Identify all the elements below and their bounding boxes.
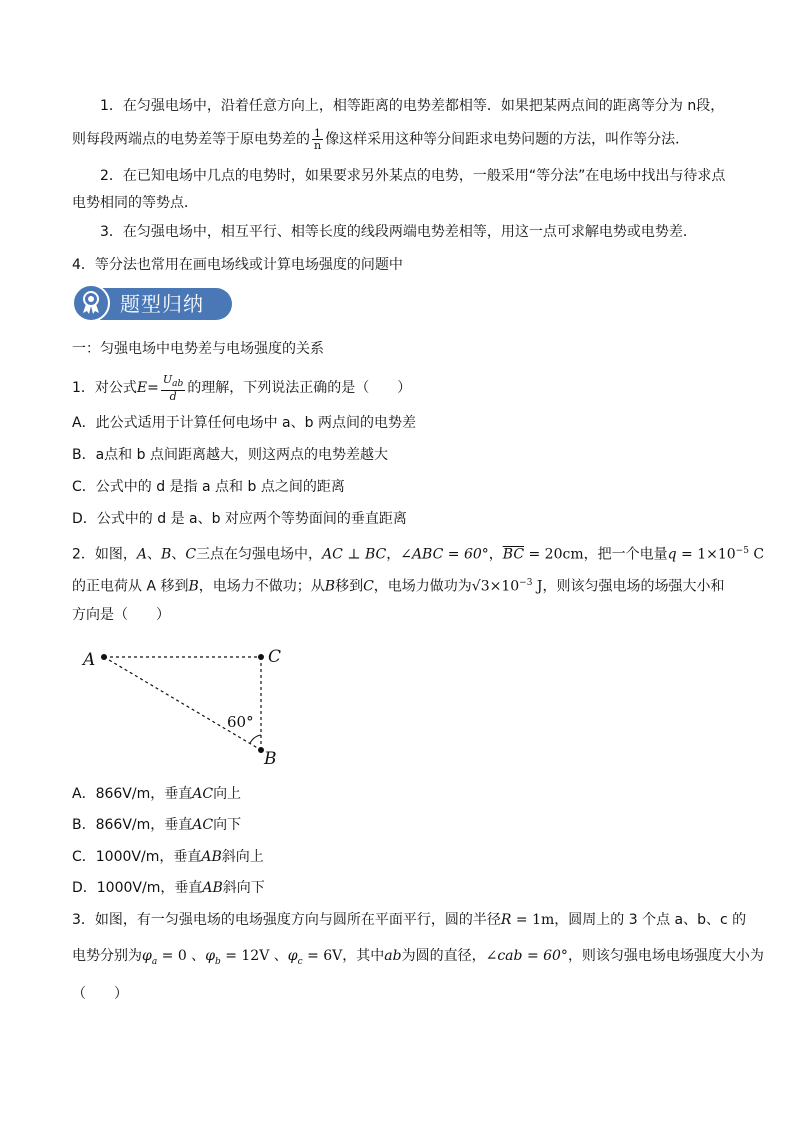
option-segment: AB [201,849,222,865]
label-angle: 60° [227,713,254,731]
note-2-line-1: 2．在已知电场中几点的电势时，如果要求另外某点的电势，一般采用“等分法”在电场中找出与待求点 [100,168,726,184]
q3-phi-b-value: = 12V [220,948,270,964]
q1-option-a: A．此公式适用于计算任何电场中 a、b 两点间的电势差 [72,415,416,431]
banner-title: 题型归纳 [120,292,204,316]
q1-formula-numerator [161,374,185,391]
q1-formula-u: U [162,373,173,386]
q3-line-3: （ ） [72,986,128,1002]
q1-formula-lhs: E [136,380,148,397]
fraction-one-over-n [312,128,323,151]
q2-work-exponent: −3 [519,578,533,588]
q3-angle: ∠cab = 60° [485,948,568,964]
q3-text: 电势分别为 [72,948,142,964]
option-text: 向下 [213,817,242,833]
option-text: C．1000V/m，垂直 [72,849,202,865]
q3-text: ，其中 [342,948,385,964]
q2-line-3: 方向是（ ） [72,607,170,623]
q2-option-d [72,878,724,898]
award-ribbon-icon [72,284,110,322]
option-segment: AC [192,817,214,833]
option-segment: AB [202,880,223,896]
note-2-line-2: 电势相同的等势点． [72,195,198,211]
point-a-dot [101,654,107,660]
q3-radius-symbol: R [500,912,512,928]
q2-q-exponent: −5 [735,546,749,556]
q3-line-1 [72,910,747,930]
q3-phi-sub-b: b [215,956,221,967]
q2-option-c [72,847,724,867]
q3-phi-sub-a: a [151,956,158,967]
q2-q-unit: C [748,546,765,563]
segment-ab [104,657,261,750]
q2-sep: 、 [147,546,162,563]
label-a: A [83,650,96,670]
note-4: 4．等分法也常用在画电场线或计算电场强度的问题中 [72,257,403,273]
q3-diameter: ab [384,948,402,964]
q3-line-2 [72,946,764,972]
section-banner [72,284,232,322]
q2-work-unit: J [532,578,543,595]
q3-text: ，则该匀强电场电场强度大小为 [567,948,764,964]
q2-text: 三点在匀强电场中， [196,546,323,563]
q2-q: q [667,546,677,563]
q2-text: 2．如图， [72,546,137,563]
q2-point-b: B [188,578,199,595]
q2-point-a: A [136,546,148,563]
q2-text: ，电场力做功为 [373,578,472,595]
label-c: C [268,647,282,667]
q3-text: 为圆的直径， [401,948,486,964]
q3-text: 3．如图，有一匀强电场的电场强度方向与圆所在平面平行，圆的半径 [72,912,501,928]
q2-point-b: B [324,578,336,595]
q2-text: 移到 [335,578,364,595]
q3-phi: φ [287,948,298,964]
fraction-numerator: 1 [312,128,323,140]
q2-text: 的正电荷从 A 移到 [72,578,189,595]
q2-angle: ∠ABC = 60° [400,546,489,563]
q2-point-c: C [363,578,374,595]
note-3: 3．在匀强电场中，相互平行、相等长度的线段两端电势差相等，用这一点可求解电势或电势差． [100,224,697,240]
q1-option-d: D．公式中的 d 是 a、b 对应两个等势面间的垂直距离 [72,511,407,527]
q1-formula-denominator: d [169,390,177,404]
q2-q-value: = 1×10 [676,546,736,563]
q2-sep: 、 [171,546,186,563]
q1-formula-fraction [161,374,185,402]
note-1-line-2 [72,128,724,151]
q1-option-c: C．公式中的 d 是指 a 点和 b 点之间的距离 [72,479,345,495]
q1-formula-sub: ab [172,379,184,390]
q3-phi-sub-c: c [297,956,303,967]
q2-sep: ， [488,546,503,563]
q1-stem-post: 的理解，下列说法正确的是（ ） [187,380,412,397]
q3-phi: φ [205,948,215,964]
q2-segment-bc: $\overline{BC}$ [502,546,525,563]
q3-sep: 、 [269,948,288,964]
section-1-title: 一：匀强电场中电势差与电场强度的关系 [72,341,324,357]
q2-bc-value: = 20cm [524,546,584,563]
q3-radius-value: = 1m [511,912,555,928]
q3-phi: φ [142,948,152,964]
q2-work-value: √3×10 [471,578,520,595]
q2-point-c: C [185,546,197,563]
label-b: B [264,749,277,769]
note-1-text-post: 像这样采用这种等分间距求电势问题的方法，叫作等分法． [325,131,690,148]
angle-arc [250,735,261,743]
q1-stem-pre: 1．对公式 [72,380,137,397]
option-text: 斜向上 [221,849,264,865]
option-text: A．866V/m，垂直 [72,786,193,802]
option-text: 向上 [213,786,242,802]
q2-text: ，电场力不做功；从 [198,578,325,595]
q2-option-b [72,815,724,835]
point-c-dot [258,654,264,660]
q2-text: ，把一个电量 [583,546,668,563]
q3-phi-a-value: = 0 [157,948,187,964]
note-1-text-pre: 则每段两端点的电势差等于原电势差的 [72,131,310,148]
q2-sep: ， [386,546,401,563]
option-segment: AC [192,786,214,802]
q3-text: ，圆周上的 3 个点 a、b、c 的 [554,912,747,928]
fraction-denominator: n [314,139,322,152]
question-1-stem [72,374,724,402]
option-text: 斜向下 [222,880,265,896]
option-text: D．1000V/m，垂直 [72,880,203,896]
q2-option-a [72,784,724,804]
q2-line-2 [72,573,724,597]
option-text: B．866V/m，垂直 [72,817,193,833]
q1-option-b: B．a点和 b 点间距离越大，则这两点的电势差越大 [72,447,388,463]
q3-sep: 、 [186,948,206,964]
q1-formula-eq: = [147,380,159,397]
q2-text: ，则该匀强电场的场强大小和 [542,578,725,595]
q2-point-b: B [161,546,172,563]
note-1-line-1: 1．在匀强电场中，沿着任意方向上，相等距离的电势差都相等．如果把某两点间的距离等分为 n段， [100,98,725,114]
q2-line-1 [72,541,765,565]
q2-perp: AC ⊥ BC [322,546,387,563]
q3-phi-c-value: = 6V [302,948,343,964]
triangle-figure [80,640,300,770]
